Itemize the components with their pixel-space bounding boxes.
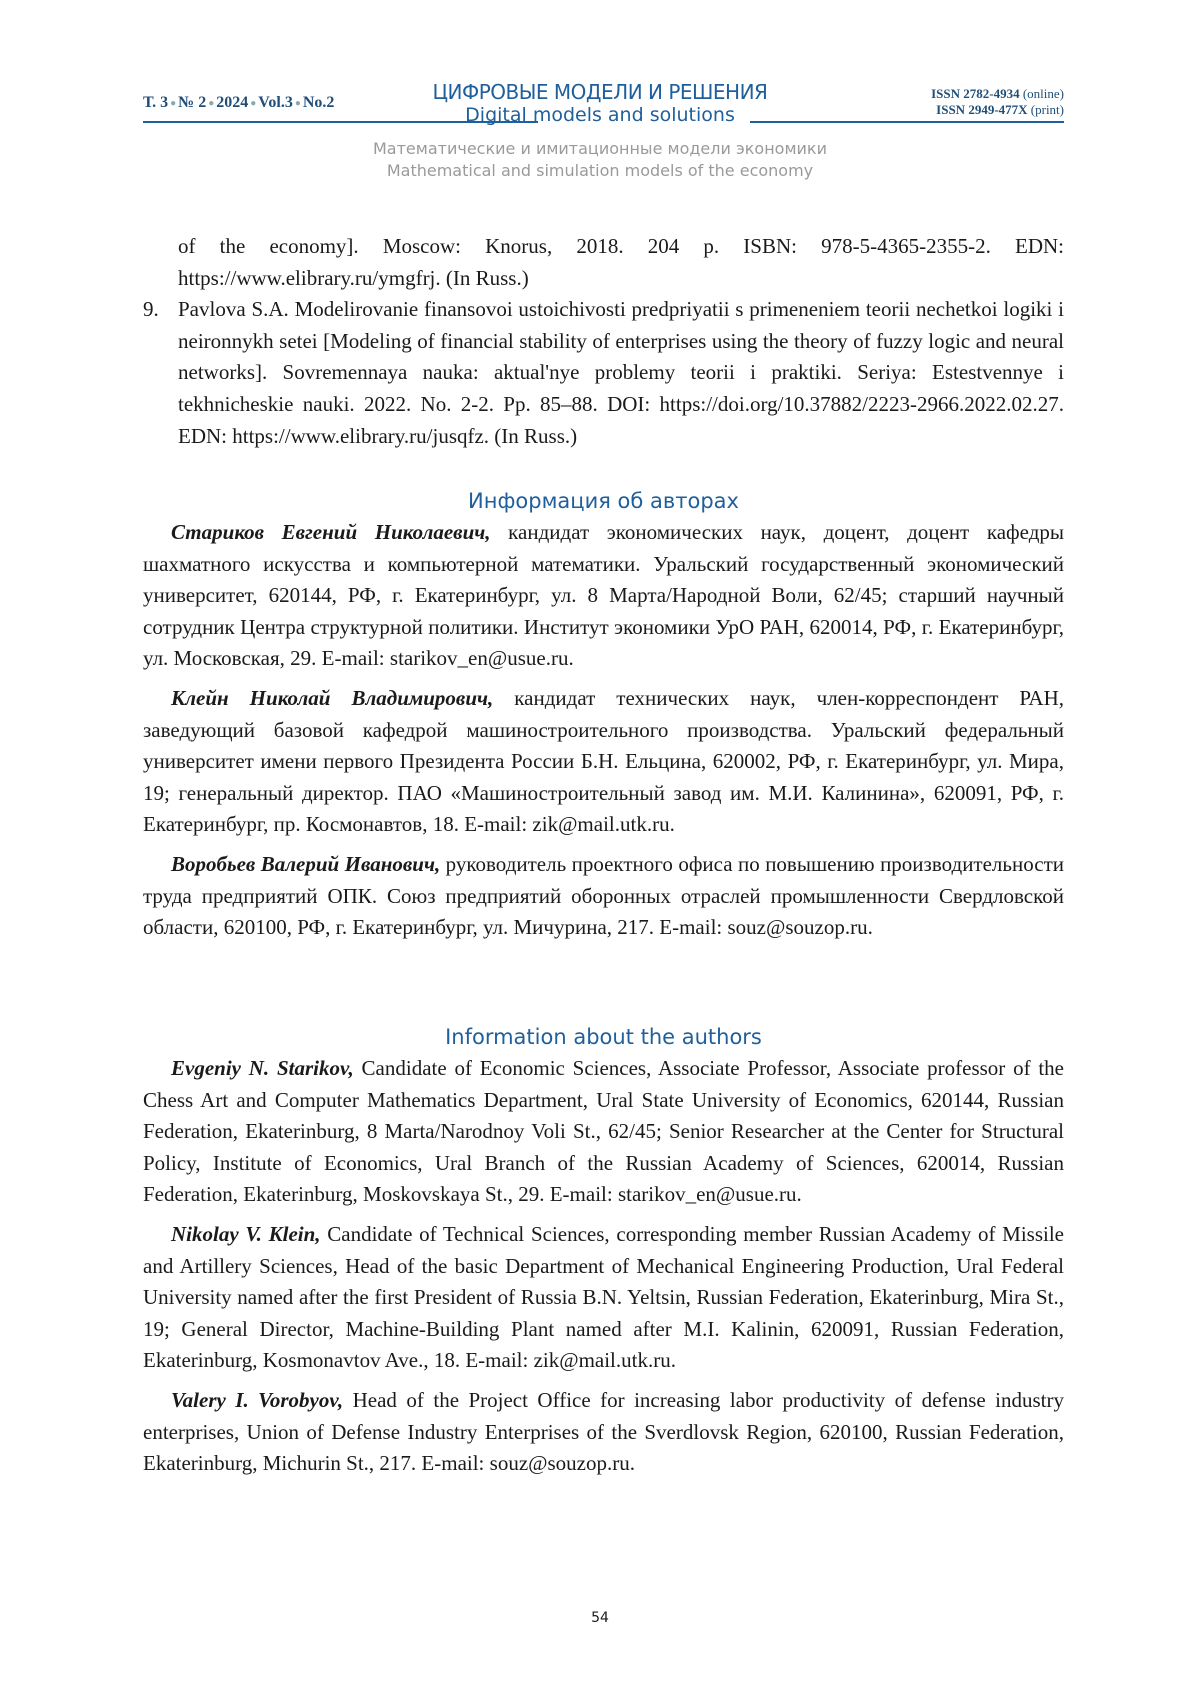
issue-en: No.2: [303, 94, 335, 111]
year: 2024: [216, 94, 248, 111]
reference-continued: [143, 231, 1064, 294]
issn-online-label: (online): [1023, 86, 1064, 101]
page-number: 54: [0, 1610, 1200, 1626]
section-title: [0, 138, 1200, 182]
author-name: Стариков Евгений Николаевич,: [171, 520, 491, 544]
volume: Т. 3: [143, 94, 168, 111]
authors-ru-heading: Информация об авторах: [143, 485, 1064, 517]
author-info: Head of the Project Office for increasing labor productivity of defense industry enterprises, Union of Defense Industry Enterprises of the Sverdlovsk Region, 620100, Russian Federation, Ekaterinburg, Michurin St., 217. E-mail: souz@souzop.ru.: [143, 1388, 1064, 1475]
reference-text: Pavlova S.A. Modelirovanie finansovoi ustoichivosti predpriyatii s primeneniem teorii nechetkoi logiki i neironnykh setei [Modeling of financial stability of enterprises using the theory of fuzzy logic and neural networks]. Sovremennaya nauka: aktual'nye problemy teorii i praktiki. Seriya: Estestvennye i tekhnicheskie nauki. 2022. No. 2-2. Pp. 85–88. DOI: https://doi.org/10.37882/2223-2966.2022.02.27. EDN: https://www.elibrary.ru/jusqfz. (In Russ.): [178, 297, 1064, 447]
author-name: Valery I. Vorobyov,: [171, 1388, 343, 1412]
reference-number: 9.: [143, 294, 159, 326]
authors-en: [143, 1021, 1064, 1488]
author-ru-2: [143, 683, 1064, 841]
issn-online: ISSN 2782-4934: [931, 86, 1020, 101]
author-info: руководитель проектного офиса по повышению производительности труда предприятий ОПК. Союз предприятий оборонных отраслей промышленности Свердловской области, 620100, РФ, г. Екатеринбург, ул. Мичурина, 217. E-mail: souz@souzop.ru.: [143, 852, 1064, 939]
author-info: Candidate of Economic Sciences, Associate Professor, Associate professor of the Chess Art and Computer Mathematics Department, Ural State University of Economics, 620144, Russian Federation, Ekaterinburg, 8 Marta/Narodnoy Voli St., 62/45; Senior Researcher at the Center for Structural Policy, Institute of Economics, Ural Branch of the Russian Academy of Sciences, 620014, Russian Federation, Ekaterinburg, Moskovskaya St., 29. E-mail: starikov_en@usue.ru.: [143, 1056, 1064, 1206]
reference-item: [143, 294, 1064, 452]
reference-text: of the economy]. Moscow: Knorus, 2018. 204 p. ISBN: 978-5-4365-2355-2. EDN: https://www.elibrary.ru/ymgfrj. (In Russ.): [178, 234, 1064, 290]
author-en-3: [143, 1385, 1064, 1480]
author-en-2: [143, 1219, 1064, 1377]
author-name: Nikolay V. Klein,: [171, 1222, 321, 1246]
author-ru-3: [143, 849, 1064, 944]
journal-title: [380, 80, 820, 126]
author-name: Воробьев Валерий Иванович,: [171, 852, 440, 876]
issn-print-label: (print): [1031, 102, 1064, 117]
header-rule-left: [143, 121, 538, 123]
references-list: [143, 231, 1064, 452]
author-en-1: [143, 1053, 1064, 1211]
author-info: Candidate of Technical Sciences, corresponding member Russian Academy of Missile and Artillery Sciences, Head of the basic Department of Mechanical Engineering Production, Ural Federal University named after the first President of Russia B.N. Yeltsin, Russian Federation, Ekaterinburg, Mira St., 19; General Director, Machine-Building Plant named after M.I. Kalinin, 620091, Russian Federation, Ekaterinburg, Kosmonavtov Ave., 18. E-mail: zik@mail.utk.ru.: [143, 1222, 1064, 1372]
journal-title-en: Digital models and solutions: [380, 104, 820, 126]
section-title-en: Mathematical and simulation models of the economy: [0, 160, 1200, 182]
section-title-ru: Математические и имитационные модели экономики: [0, 138, 1200, 160]
issue: № 2: [178, 94, 206, 111]
issn-block: [931, 86, 1064, 118]
volume-en: Vol.3: [258, 94, 293, 111]
author-name: Evgeniy N. Starikov,: [171, 1056, 354, 1080]
issn-print: ISSN 2949-477X: [936, 102, 1027, 117]
authors-en-heading: Information about the authors: [143, 1021, 1064, 1053]
issue-info: Т. 3 ● № 2 ● 2024 ● Vol.3 ● No.2: [143, 94, 334, 112]
authors-ru: [143, 485, 1064, 952]
author-info: кандидат технических наук, член-корреспондент РАН, заведующий базовой кафедрой машиностроительного производства. Уральский федеральный университет имени первого Президента России Б.Н. Ельцина, 620002, РФ, г. Екатеринбург, ул. Мира, 19; генеральный директор. ПАО «Машиностроительный завод им. М.И. Калинина», 620091, РФ, г. Екатеринбург, пр. Космонавтов, 18. E-mail: zik@mail.utk.ru.: [143, 686, 1064, 836]
author-name: Клейн Николай Владимирович,: [171, 686, 493, 710]
author-ru-1: [143, 517, 1064, 675]
header-rule-right: [750, 121, 1064, 123]
journal-title-ru: ЦИФРОВЫЕ МОДЕЛИ И РЕШЕНИЯ: [380, 80, 820, 104]
author-info: кандидат экономических наук, доцент, доцент кафедры шахматного искусства и компьютерной математики. Уральский государственный экономический университет, 620144, РФ, г. Екатеринбург, ул. 8 Марта/Народной Воли, 62/45; старший научный сотрудник Центра структурной политики. Институт экономики УрО РАН, 620014, РФ, г. Екатеринбург, ул. Московская, 29. E-mail: starikov_en@usue.ru.: [143, 520, 1064, 670]
